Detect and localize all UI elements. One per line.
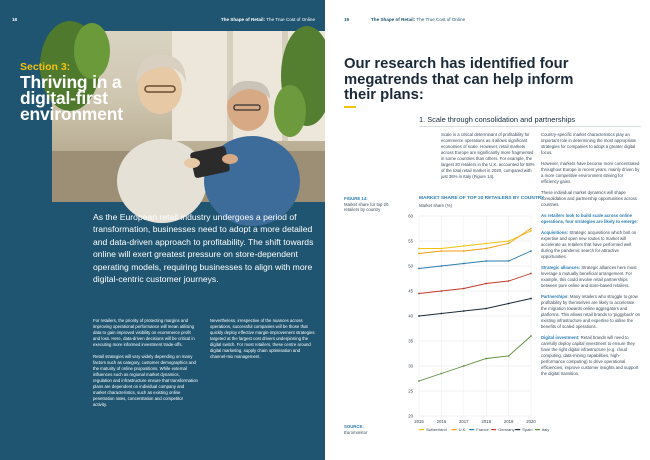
data-point-france bbox=[463, 263, 465, 265]
data-point-germany bbox=[418, 293, 420, 295]
data-point-germany bbox=[508, 280, 510, 282]
right-page bbox=[325, 0, 650, 460]
data-point-switzerland bbox=[530, 230, 532, 232]
data-point-u-k bbox=[418, 253, 420, 255]
right-page-number: 19 bbox=[344, 17, 350, 22]
data-point-switzerland bbox=[508, 240, 510, 242]
data-point-u-k bbox=[485, 248, 487, 250]
right-header-title: The Shape of Retail: The True Cost of Online bbox=[371, 17, 466, 22]
left-page-number: 18 bbox=[12, 17, 18, 22]
left-body-column-2 bbox=[210, 318, 315, 366]
data-point-u-k bbox=[441, 250, 443, 252]
series-line-italy bbox=[419, 336, 531, 381]
page-title: Our research has identified four megatrends that can help inform their plans: bbox=[344, 56, 574, 103]
data-point-spain bbox=[463, 310, 465, 312]
left-running-header bbox=[0, 0, 325, 30]
x-tick-label: 2016 bbox=[436, 419, 447, 424]
data-point-italy bbox=[530, 335, 532, 337]
y-tick-label: 55 bbox=[408, 238, 413, 244]
right-body-column-2 bbox=[541, 132, 641, 382]
y-tick-label: 40 bbox=[408, 313, 413, 319]
series-line-spain bbox=[419, 299, 531, 317]
legend-label-u-k: U.K. bbox=[458, 427, 467, 432]
left-body-column-1 bbox=[93, 318, 198, 414]
left-header-title: The Shape of Retail: The True Cost of Online bbox=[220, 17, 315, 22]
divider bbox=[419, 126, 641, 127]
right-running-header bbox=[325, 0, 650, 30]
body-paragraph: Nevertheless, irrespective of the nuances across operations, successful companies will be those that quickly deploy effective margin-improvement strategies targeted at the largest cost drivers underpinning the digital switch. For most retailers, these centre around digital marketing, supply chain optimisation and channel-mix management. bbox=[210, 318, 315, 359]
strategy-acquisitions: Acquisitions: Strategic acquisitions which bolt on expertise and open new routes to market will accelerate as retailers that have performed well during the pandemic search for attractive opportunities. bbox=[541, 230, 637, 259]
data-point-italy bbox=[485, 358, 487, 360]
data-point-france bbox=[530, 250, 532, 252]
lead-paragraph: As the European retail industry undergoes a period of transformation, businesses need to adopt a more detailed and data-driven approach to profitability. The shift towards online will exert greatest pressure on store-dependent operating models, requiring businesses to align with more digital-centric customer journeys. bbox=[93, 212, 314, 285]
data-point-germany bbox=[441, 290, 443, 292]
y-tick-label: 25 bbox=[408, 388, 413, 394]
data-point-switzerland bbox=[485, 243, 487, 245]
x-tick-label: 2015 bbox=[414, 419, 424, 424]
chart-title: MARKET SHARE OF TOP 20 RETAILERS BY COUNTRY bbox=[419, 196, 545, 201]
figure-label: FIGURE 14: bbox=[344, 196, 368, 201]
data-point-france bbox=[485, 260, 487, 262]
data-point-germany bbox=[530, 273, 532, 275]
data-point-switzerland bbox=[441, 248, 443, 250]
data-point-france bbox=[508, 260, 510, 262]
body-paragraph: Retail strategies will vary widely depending on many factors such as category, customer demographics and the maturity of online propositions. While external influences such as regional market dynamics, regulation and infrastructure ensure that transformation plans are dependent on individual company and market characteristics, such as existing online penetration rates, concentration and competitor activity. bbox=[93, 354, 198, 407]
data-point-italy bbox=[463, 365, 465, 367]
source-label: SOURCE: bbox=[344, 424, 364, 429]
y-tick-label: 20 bbox=[408, 413, 413, 419]
strategies-intro: As retailers look to build scale across online operations, four strategies are likely to emerge: bbox=[541, 213, 638, 224]
market-share-line-chart bbox=[395, 208, 550, 442]
data-point-italy bbox=[441, 373, 443, 375]
section-label: Section 3: bbox=[20, 61, 71, 73]
strategy-digital-investment: Digital investment: Retail brands will need to carefully deploy capital investment to ensure they have the right digital infrastructure (e.g. cloud computing, data-mining capabilities, high-performance computing) to drive operational efficiencies, improve customer insights and support the digital transition. bbox=[541, 335, 639, 376]
data-point-spain bbox=[485, 308, 487, 310]
legend-label-france: France bbox=[476, 427, 489, 432]
data-point-spain bbox=[530, 298, 532, 300]
accent-rule bbox=[344, 106, 356, 108]
chart-subtitle: Market share (%) bbox=[419, 203, 452, 208]
section-heading bbox=[20, 61, 160, 122]
body-paragraph: These individual market dynamics will shape consolidation and partnership opportunities across countries. bbox=[541, 190, 637, 207]
strategy-partnerships: Partnerships: Many retailers who struggle to grow profitability by themselves are likely to accelerate the migration towards online aggregators and platforms. This allows retail brands to 'piggyback' on existing infrastructure and expertise to utilise the benefits of scaled operations. bbox=[541, 294, 641, 329]
section-title: Thriving in a digital-first environment bbox=[20, 72, 123, 124]
source-text: Euromonitor bbox=[344, 429, 368, 435]
data-point-germany bbox=[485, 283, 487, 285]
x-tick-label: 2019 bbox=[503, 419, 514, 424]
subsection-heading: 1. Scale through consolidation and partnerships bbox=[419, 115, 576, 124]
data-point-italy bbox=[508, 355, 510, 357]
x-tick-label: 2018 bbox=[481, 419, 491, 424]
legend-label-switzerland: Switzerland bbox=[426, 427, 447, 432]
y-tick-label: 45 bbox=[408, 288, 413, 294]
y-tick-label: 60 bbox=[408, 213, 413, 219]
series-line-germany bbox=[419, 274, 531, 294]
data-point-switzerland bbox=[418, 248, 420, 250]
x-tick-label: 2020 bbox=[526, 419, 536, 424]
data-point-switzerland bbox=[463, 245, 465, 247]
data-point-u-k bbox=[463, 250, 465, 252]
source-note bbox=[344, 424, 367, 435]
legend-label-spain: Spain bbox=[522, 427, 533, 432]
y-tick-label: 35 bbox=[408, 338, 413, 344]
body-paragraph: For retailers, the priority of protecting margins and improving operational performance will mean utilising data to gain improved visibility on ecommerce profit and loss. Here, data-driven decisions will be critical in executing more informed investment trade-offs. bbox=[93, 318, 195, 347]
body-paragraph: Country-specific market characteristics play an important role in determining the most appropriate strategies for companies to adopt a greater digital focus. bbox=[541, 132, 637, 155]
body-paragraph: However, markets have become more concentrated throughout Europe in recent years, mainly driven by a more competitive environment striving for efficiency gains. bbox=[541, 161, 640, 184]
data-point-spain bbox=[508, 303, 510, 305]
legend-label-germany: Germany bbox=[498, 427, 515, 432]
strategy-alliances: Strategic alliances: Strategic alliances here must leverage a mutually beneficial arrangement. For example, this could involve retail partnerships between pure online and store-based retailers. bbox=[541, 265, 637, 288]
figure-caption bbox=[344, 196, 394, 213]
data-point-italy bbox=[418, 380, 420, 382]
x-tick-label: 2017 bbox=[459, 419, 469, 424]
data-point-u-k bbox=[508, 243, 510, 245]
data-point-u-k bbox=[530, 228, 532, 230]
legend-label-italy: Italy bbox=[541, 427, 550, 432]
right-body-column-1: Scale is a critical determinant of profitability for ecommerce operations as it allows significant economies of scale. However, retail markets across Europe are significantly more fragmented in some countries than others. For example, the largest 20 retailers in the U.K. accounted for 58% of the total retail market in 2020, compared with just 36% in Italy (Figure 14). bbox=[441, 132, 535, 179]
y-tick-label: 30 bbox=[408, 363, 413, 369]
data-point-spain bbox=[441, 313, 443, 315]
data-point-france bbox=[441, 265, 443, 267]
data-point-france bbox=[418, 268, 420, 270]
y-tick-label: 50 bbox=[408, 263, 413, 269]
figure-caption-text: Market share for top 20 retailers by country bbox=[344, 201, 389, 212]
data-point-germany bbox=[463, 288, 465, 290]
data-point-spain bbox=[418, 315, 420, 317]
